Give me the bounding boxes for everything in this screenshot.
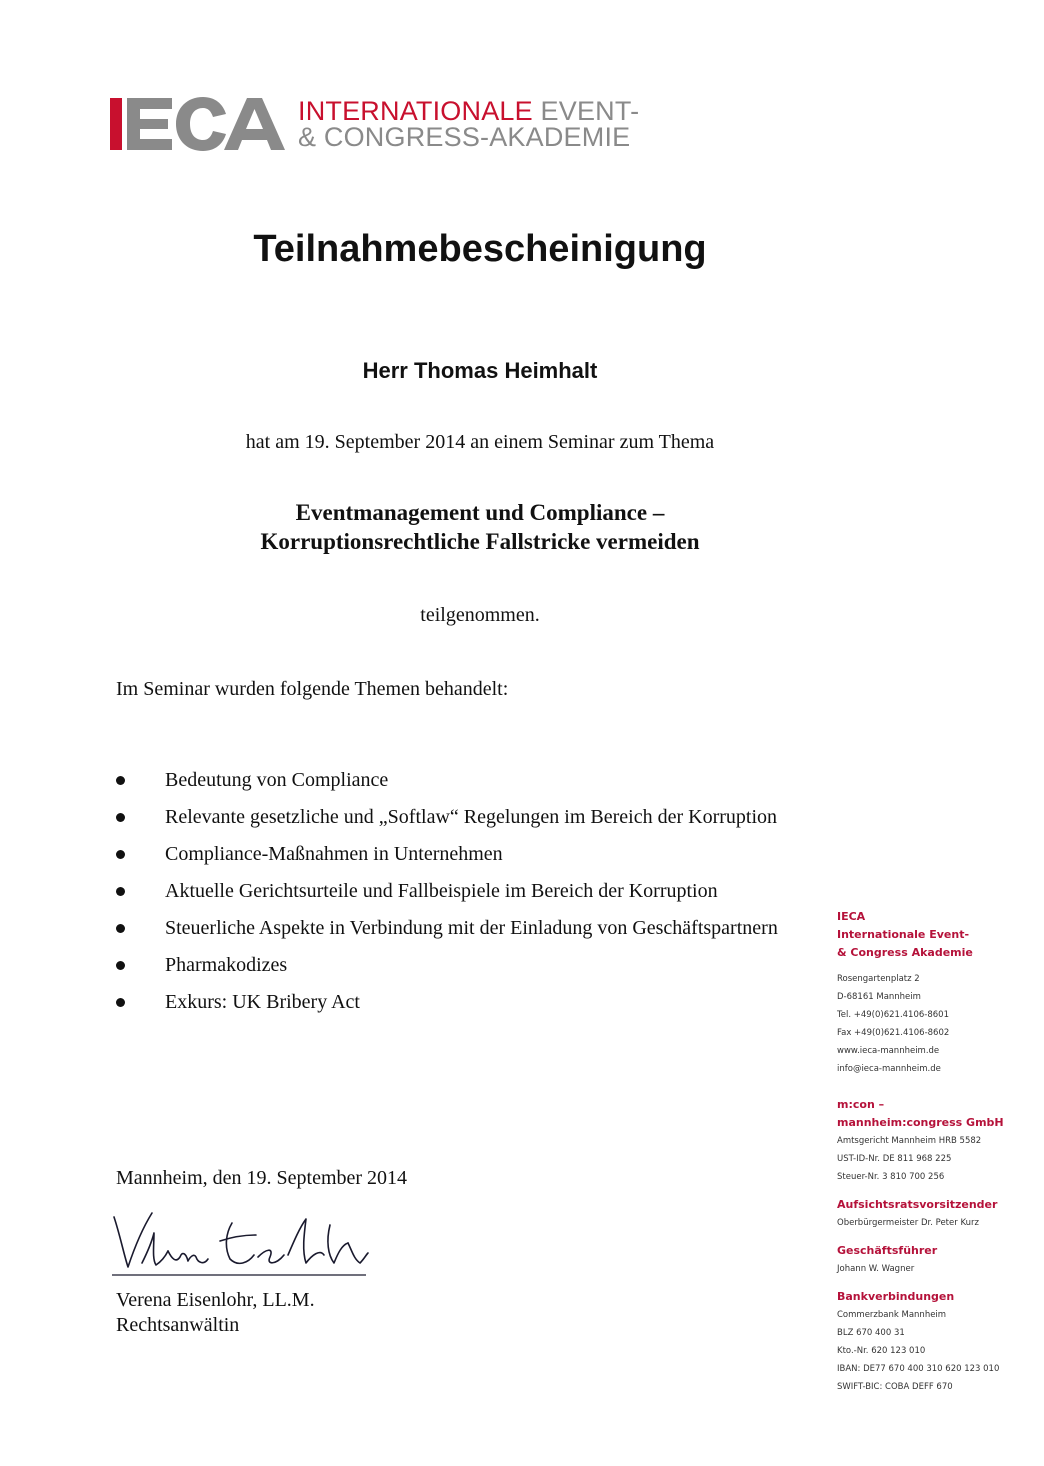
- sidebar-phone: Tel. +49(0)621.4106-8601: [837, 1010, 949, 1020]
- sidebar-board-name: Oberbürgermeister Dr. Peter Kurz: [837, 1218, 979, 1228]
- signer-name: Verena Eisenlohr, LL.M.: [116, 1289, 315, 1311]
- sidebar-org: [837, 908, 1037, 1078]
- sidebar-bank: [837, 1288, 1037, 1396]
- sidebar-org-heading-3: & Congress Akademie: [837, 946, 973, 959]
- sidebar-management-name: Johann W. Wagner: [837, 1264, 915, 1274]
- seminar-topic: [0, 498, 960, 556]
- topic-item: Pharmakodizes: [116, 947, 796, 984]
- sidebar-register: Amtsgericht Mannheim HRB 5582: [837, 1136, 982, 1146]
- sidebar-company-heading-1: m:con –: [837, 1098, 885, 1111]
- sidebar-vat-id: UST-ID-Nr. DE 811 968 225: [837, 1154, 952, 1164]
- bullet-icon: [116, 924, 125, 933]
- sidebar-swift: SWIFT-BIC: COBA DEFF 670: [837, 1382, 953, 1392]
- topic-item: Steuerliche Aspekte in Verbindung mit der Einladung von Geschäftspartnern: [116, 910, 796, 947]
- topic-item: Compliance-Maßnahmen in Unternehmen: [116, 836, 796, 873]
- ieca-logo: [110, 96, 670, 156]
- topic-item: Relevante gesetzliche und „Softlaw“ Regelungen im Bereich der Korruption: [116, 799, 796, 836]
- sidebar-iban: IBAN: DE77 670 400 310 620 123 010: [837, 1364, 1000, 1374]
- sidebar-bank-name: Commerzbank Mannheim: [837, 1310, 947, 1320]
- sidebar-company-heading-2: mannheim:congress GmbH: [837, 1116, 1004, 1129]
- ieca-logo-wordmark: [298, 98, 639, 150]
- sidebar-blz: BLZ 670 400 31: [837, 1328, 905, 1338]
- sidebar-fax: Fax +49(0)621.4106-8602: [837, 1028, 950, 1038]
- sidebar-address-city: D-68161 Mannheim: [837, 992, 921, 1002]
- participant-name: Herr Thomas Heimhalt: [362, 358, 598, 383]
- intro-sentence: hat am 19. September 2014 an einem Seminar zum Thema: [245, 431, 715, 453]
- signer-role: Rechtsanwältin: [116, 1314, 240, 1336]
- sidebar-address-street: Rosengartenplatz 2: [837, 974, 920, 984]
- logo-line-1: [298, 98, 639, 124]
- topics-list: [116, 762, 796, 1021]
- sidebar-website: www.ieca-mannheim.de: [837, 1046, 940, 1056]
- sidebar-email: info@ieca-mannheim.de: [837, 1064, 941, 1074]
- company-info-sidebar: [837, 908, 1037, 1406]
- sidebar-org-heading-1: IECA: [837, 910, 866, 923]
- sidebar-account: Kto.-Nr. 620 123 010: [837, 1346, 926, 1356]
- sidebar-bank-heading: Bankverbindungen: [837, 1290, 955, 1303]
- bullet-icon: [116, 813, 125, 822]
- topic-item: Bedeutung von Compliance: [116, 762, 796, 799]
- handwritten-signature: [108, 1205, 370, 1281]
- bullet-icon: [116, 887, 125, 896]
- sidebar-tax-number: Steuer-Nr. 3 810 700 256: [837, 1172, 945, 1182]
- logo-event: EVENT-: [540, 96, 640, 126]
- topics-intro: Im Seminar wurden folgende Themen behandelt:: [116, 678, 509, 700]
- sidebar-org-heading-2: Internationale Event-: [837, 928, 970, 941]
- topic-item: Exkurs: UK Bribery Act: [116, 984, 796, 1021]
- bullet-icon: [116, 998, 125, 1007]
- topic-item: Aktuelle Gerichtsurteile und Fallbeispiele im Bereich der Korruption: [116, 873, 796, 910]
- place-and-date: Mannheim, den 19. September 2014: [116, 1167, 408, 1189]
- took-part-text: teilgenommen.: [420, 604, 540, 626]
- signer-block: [116, 1288, 315, 1338]
- ieca-logo-mark: [110, 96, 288, 152]
- seminar-topic-line-2: Korruptionsrechtliche Fallstricke vermeiden: [260, 529, 700, 554]
- logo-line-2: & CONGRESS-AKADEMIE: [298, 122, 631, 152]
- document-title: Teilnahmebescheinigung: [253, 228, 707, 270]
- sidebar-company: [837, 1096, 1037, 1186]
- seminar-topic-line-1: Eventmanagement und Compliance –: [295, 500, 665, 525]
- logo-international: INTERNATIONALE: [298, 96, 533, 126]
- sidebar-management: [837, 1242, 1037, 1278]
- bullet-icon: [116, 850, 125, 859]
- bullet-icon: [116, 961, 125, 970]
- sidebar-management-heading: Geschäftsführer: [837, 1244, 938, 1257]
- bullet-icon: [116, 776, 125, 785]
- sidebar-board: [837, 1196, 1037, 1232]
- sidebar-board-heading: Aufsichtsratsvorsitzender: [837, 1198, 998, 1211]
